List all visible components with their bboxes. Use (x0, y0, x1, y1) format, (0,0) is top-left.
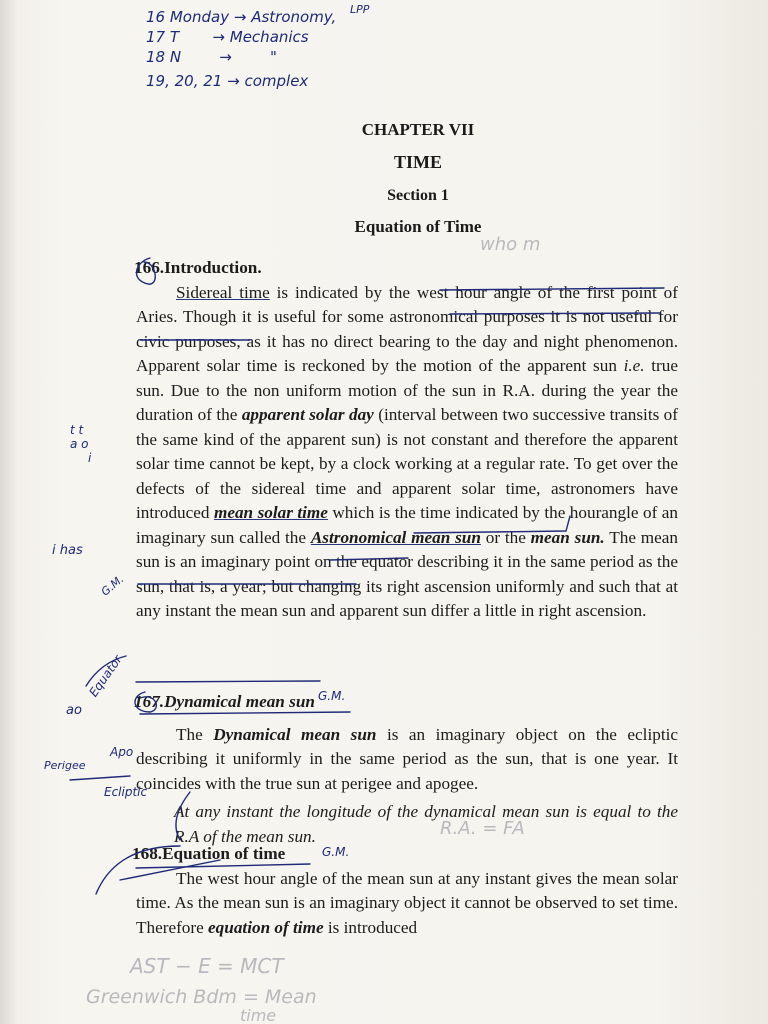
margin-note-gm-1: G.M. (98, 572, 127, 599)
schedule-topic: Astronomy, (251, 8, 337, 26)
arrow-icon: → (233, 8, 252, 26)
paragraph-166 (136, 281, 678, 624)
text-run: is an imaginary object on the ecliptic describing it uniformly in the same period as the sun, that is one year. It coincides with the true sun at perigee and apogee. (136, 724, 678, 793)
section-166 (136, 256, 678, 624)
text-run: or the (480, 527, 531, 547)
margin-note-ecliptic: Ecliptic (104, 785, 148, 799)
section-number: Section 1 (387, 187, 449, 204)
section-167 (136, 690, 678, 849)
faint-note-who: who m (480, 234, 541, 255)
section-heading-167 (134, 690, 678, 715)
text-run: true sun. Due to the non uniform motion of the sun in R.A. during the year the duration of the (136, 356, 678, 424)
paragraph-168 (136, 867, 678, 941)
margin-note-i: i (88, 451, 92, 465)
margin-note-i-has: i has (52, 543, 83, 558)
paragraph-167 (136, 723, 678, 797)
margin-note-apo: Apo (110, 745, 134, 759)
margin-note-gm-2: G.M. (318, 689, 346, 703)
section-heading-166: 166.Introduction. (134, 258, 262, 277)
faint-note-ra: R.A. = FA (440, 818, 525, 839)
schedule-topic: complex (244, 72, 309, 90)
handwritten-lpp: LPP (350, 3, 370, 16)
schedule-day: 16 Monday (146, 8, 230, 26)
schedule-topic: " (269, 48, 277, 66)
text-run: (interval between two successive transits of the same kind of the apparent sun) is not constant and therefore the apparent solar time cannot be kept, by a clock working at a regular rate. To get over the defects of the sidereal time and apparent solar time, astronomers have introduced (136, 405, 679, 522)
margin-note-equator: Equator (86, 652, 125, 700)
term-equation-of-time: equation of time (208, 917, 324, 937)
underline-little (136, 681, 320, 682)
term-mean-solar-time: mean solar time (213, 503, 328, 522)
handwritten-schedule-line-3 (146, 50, 277, 65)
term-mean-sun: mean sun. (530, 527, 605, 547)
section-title: Equation of Time (354, 217, 482, 236)
term-apparent-solar-day: apparent solar day (241, 405, 374, 424)
handwritten-schedule-line-2 (146, 30, 309, 45)
chapter-title: TIME (393, 152, 442, 172)
margin-note-ao: a o (70, 437, 89, 451)
handwritten-schedule-line-1 (146, 10, 336, 25)
text-run: is introduced (323, 917, 418, 937)
margin-note-gm-3: G.M. (322, 845, 350, 859)
text-run: The mean sun is an imaginary point on the equator describing it in the same period as the sun, that is, a year; but changing its right ascension uniformly and such that at any instant the mean sun and apparent sun differ a little in right ascension. (136, 527, 678, 620)
section-168 (132, 842, 678, 940)
faint-note-greenwich: Greenwich Bdm = Mean (86, 986, 317, 1008)
arrow-icon: → (227, 72, 245, 90)
margin-note-t: t t (70, 423, 84, 437)
schedule-day: 19, 20, 21 (146, 72, 223, 90)
term-sidereal-time: Sidereal time (176, 282, 270, 302)
text-run: The west hour angle of the mean sun at any instant gives the mean solar time. As the mean sun is an imaginary object it cannot be observed to set time. Therefore (136, 868, 678, 937)
underline-perigee (70, 776, 130, 780)
schedule-topic: Mechanics (229, 28, 309, 46)
margin-note-ao-2: ao (66, 703, 82, 718)
text-run: At any instant the longitude of the dynamical mean sun is equal to the R.A of the mean sun. (174, 802, 678, 846)
abbr-ie: i.e. (623, 356, 645, 375)
handwritten-schedule-line-4 (146, 74, 308, 89)
schedule-day: 18 N (146, 48, 182, 66)
arrow-icon: → (183, 28, 230, 46)
margin-note-perigee: Perigee (44, 759, 86, 772)
chapter-heading: CHAPTER VII (361, 120, 475, 139)
text-run: which is the time indicated by the hourangle of an imaginary sun called the (136, 503, 678, 547)
heading-text: 167.Dynamical mean sun (134, 692, 315, 711)
term-dynamical-mean-sun: Dynamical mean sun (213, 724, 377, 744)
text-run: The (176, 724, 214, 744)
arrow-icon: → (185, 48, 266, 66)
schedule-day: 17 T (146, 28, 180, 46)
term-astronomical-mean-sun: Astronomical mean sun (310, 527, 481, 547)
faint-note-time: time (240, 1006, 277, 1024)
faint-note-ast: AST − E = MCT (130, 954, 284, 978)
text-run: is indicated by the west hour angle of the first point of Aries. Though it is useful for some astronomical purposes it is not useful for civic purposes, as it has no direct bearing to the day and night phenomenon. Apparent solar time is reckoned by the motion of the apparent sun (136, 282, 678, 375)
section-heading-168: 168.Equation of time (132, 844, 286, 863)
